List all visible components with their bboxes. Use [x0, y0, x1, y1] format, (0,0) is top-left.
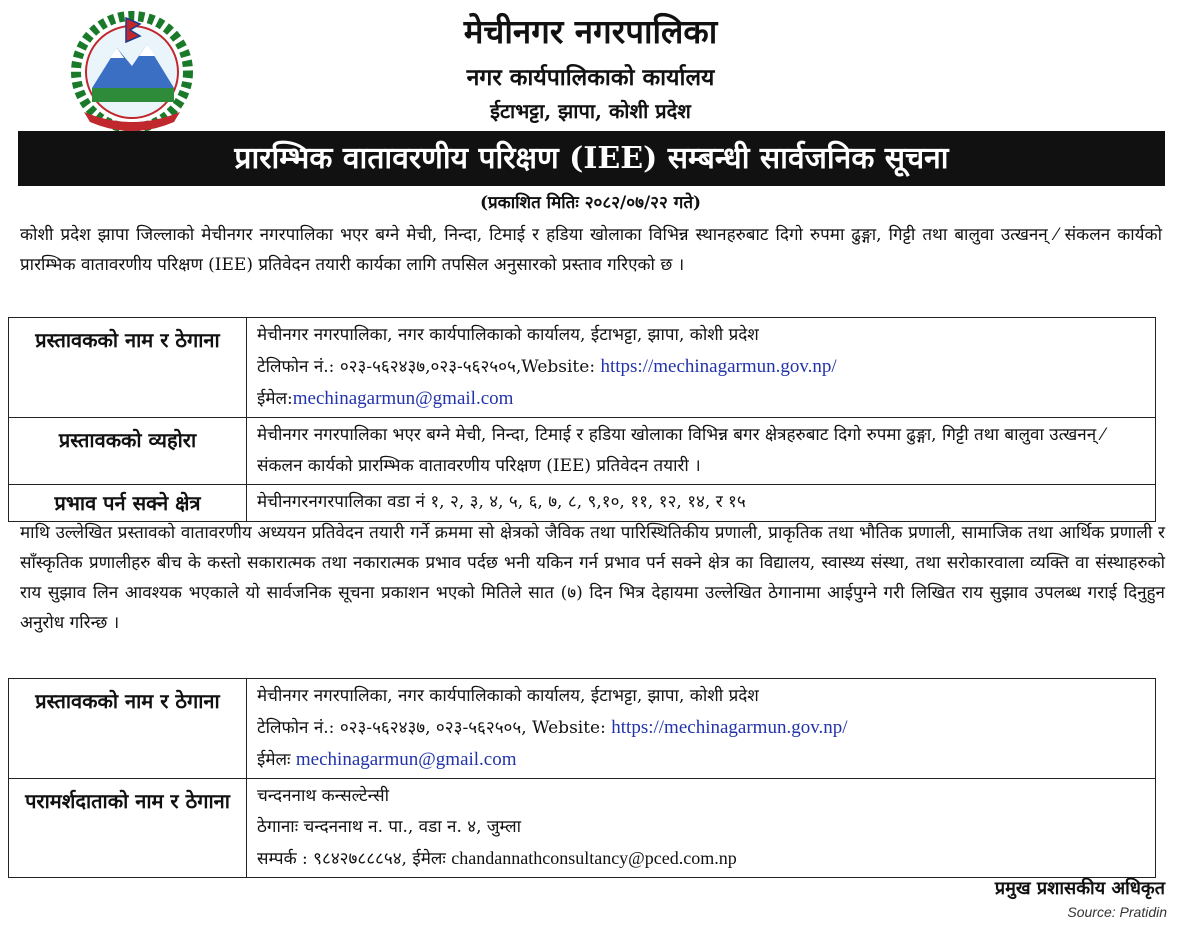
affected-area-label: प्रभाव पर्न सक्ने क्षेत्र: [9, 485, 247, 522]
proposer-label: प्रस्तावकको नाम र ठेगाना: [9, 318, 247, 418]
notice-title: प्रारम्भिक वातावरणीय परिक्षण (IEE) सम्बन्धी सार्वजनिक सूचना: [18, 131, 1165, 186]
proposal-table: [8, 317, 1156, 522]
intro-paragraph: कोशी प्रदेश झापा जिल्लाको मेचीनगर नगरपालिका भएर बग्ने मेची, निन्दा, टिमाई र हडिया खोलाका विभिन्न स्थानहरुबाट दिगो रुपमा ढुङ्गा, गिट्टी तथा बालुवा उत्खनन् ⁄ संकलन कार्यको प्रारम्भिक वातावरणीय परिक्षण (IEE) प्रतिवेदन तयारी कार्यका लागि तपसिल अनुसारको प्रस्ताव गरिएको छ ।: [20, 225, 1162, 275]
consultant-contact: सम्पर्क : ९८४२७८८८५४, ईमेलः: [257, 849, 452, 869]
proposer-phone: टेलिफोन नं.: ०२३-५६२४३७,०२३-५६२५०५,Website:: [257, 357, 601, 377]
consultant-address: ठेगानाः चन्दननाथ न. पा., वडा न. ४, जुम्ला: [257, 817, 522, 837]
proposer-address-2: मेचीनगर नगरपालिका, नगर कार्यपालिकाको कार्यालय, ईटाभट्टा, झापा, कोशी प्रदेश: [257, 686, 759, 706]
consultant-name: चन्दननाथ कन्सल्टेन्सी: [257, 786, 389, 806]
source-credit: Source: Pratidin: [1067, 904, 1167, 920]
table-row: [9, 779, 1156, 878]
contact-table: [8, 678, 1156, 878]
table-row: [9, 679, 1156, 779]
proposer-email-link-2[interactable]: mechinagarmun@gmail.com: [295, 749, 517, 770]
consultant-contact-line: [257, 843, 1145, 875]
signatory-title: प्रमुख प्रशासकीय अधिकृत: [994, 878, 1165, 899]
proposer-value-2: [247, 679, 1156, 779]
published-date: (प्रकाशित मितिः २०८२/०७/२२ गते): [479, 193, 702, 213]
municipality-name: मेचीनगर नगरपालिका: [463, 12, 718, 51]
table-row: [9, 485, 1156, 522]
proposer-email-line: [257, 383, 1145, 415]
proposer-phone-2: टेलिफोन नं.: ०२३-५६२४३७, ०२३-५६२५०५, Website:: [257, 718, 612, 738]
office-address: ईटाभट्टा, झापा, कोशी प्रदेश: [490, 99, 691, 123]
office-subtitle: नगर कार्यपालिकाको कार्यालय: [466, 64, 715, 91]
consultant-value: [247, 779, 1156, 878]
proposer-email-line-2: [257, 744, 1145, 776]
proposal-description-value: मेचीनगर नगरपालिका भएर बग्ने मेची, निन्दा, टिमाई र हडिया खोलाका विभिन्न बगर क्षेत्रहरुबाट दिगो रुपमा ढुङ्गा, गिट्टी तथा बालुवा उत्खनन् ⁄ संकलन कार्यको प्रारम्भिक वातावरणीय परिक्षण (IEE) प्रतिवेदन तयारी ।: [247, 418, 1156, 485]
consultant-label: परामर्शदाताको नाम र ठेगाना: [9, 779, 247, 878]
proposer-email-label: ईमेल:: [257, 389, 293, 409]
proposer-email-label-2: ईमेलः: [257, 750, 296, 770]
proposer-website-link-2[interactable]: https://mechinagarmun.gov.np/: [611, 717, 848, 738]
proposer-website-link[interactable]: https://mechinagarmun.gov.np/: [600, 356, 837, 377]
body-paragraph: माथि उल्लेखित प्रस्तावको वातावरणीय अध्ययन प्रतिवेदन तयारी गर्ने क्रममा सो क्षेत्रको जैविक तथा पारिस्थितिकीय प्रणाली, प्राकृतिक तथा भौतिक प्रणाली, सामाजिक तथा आर्थिक प्रणाली र साँस्कृतिक प्रणालीहरु बीच के कस्तो सकारात्मक तथा नकारात्मक प्रभाव पर्दछ भनी यकिन गर्न प्रभाव पर्न सक्ने क्षेत्र का विद्यालय, स्वास्थ्य संस्था, तथा सरोकारवाला व्यक्ति वा संस्थाहरुको राय सुझाव लिन आवश्यक भएकाले यो सार्वजनिक सूचना प्रकाशन भएको मितिले सात (७) दिन भित्र देहायमा उल्लेखित ठेगानामा आईपुग्ने गरी लिखित राय सुझाव उपलब्ध गराई दिनुहुन अनुरोध गरिन्छ ।: [20, 523, 1165, 633]
proposal-description-label: प्रस्तावकको व्यहोरा: [9, 418, 247, 485]
affected-area-value: मेचीनगरनगरपालिका वडा नं १, २, ३, ४, ५, ६, ७, ८, ९,१०, ११, १२, १४, र १५: [247, 485, 1156, 522]
table-row: [9, 418, 1156, 485]
proposer-phone-line: [257, 351, 1145, 383]
proposer-email-link[interactable]: mechinagarmun@gmail.com: [292, 388, 514, 409]
proposer-value: [247, 318, 1156, 418]
proposer-phone-line-2: [257, 712, 1145, 744]
proposer-label-2: प्रस्तावकको नाम र ठेगाना: [9, 679, 247, 779]
proposer-address: मेचीनगर नगरपालिका, नगर कार्यपालिकाको कार्यालय, ईटाभट्टा, झापा, कोशी प्रदेश: [257, 325, 759, 345]
consultant-email[interactable]: chandannathconsultancy@pced.com.np: [451, 848, 737, 868]
table-row: [9, 318, 1156, 418]
